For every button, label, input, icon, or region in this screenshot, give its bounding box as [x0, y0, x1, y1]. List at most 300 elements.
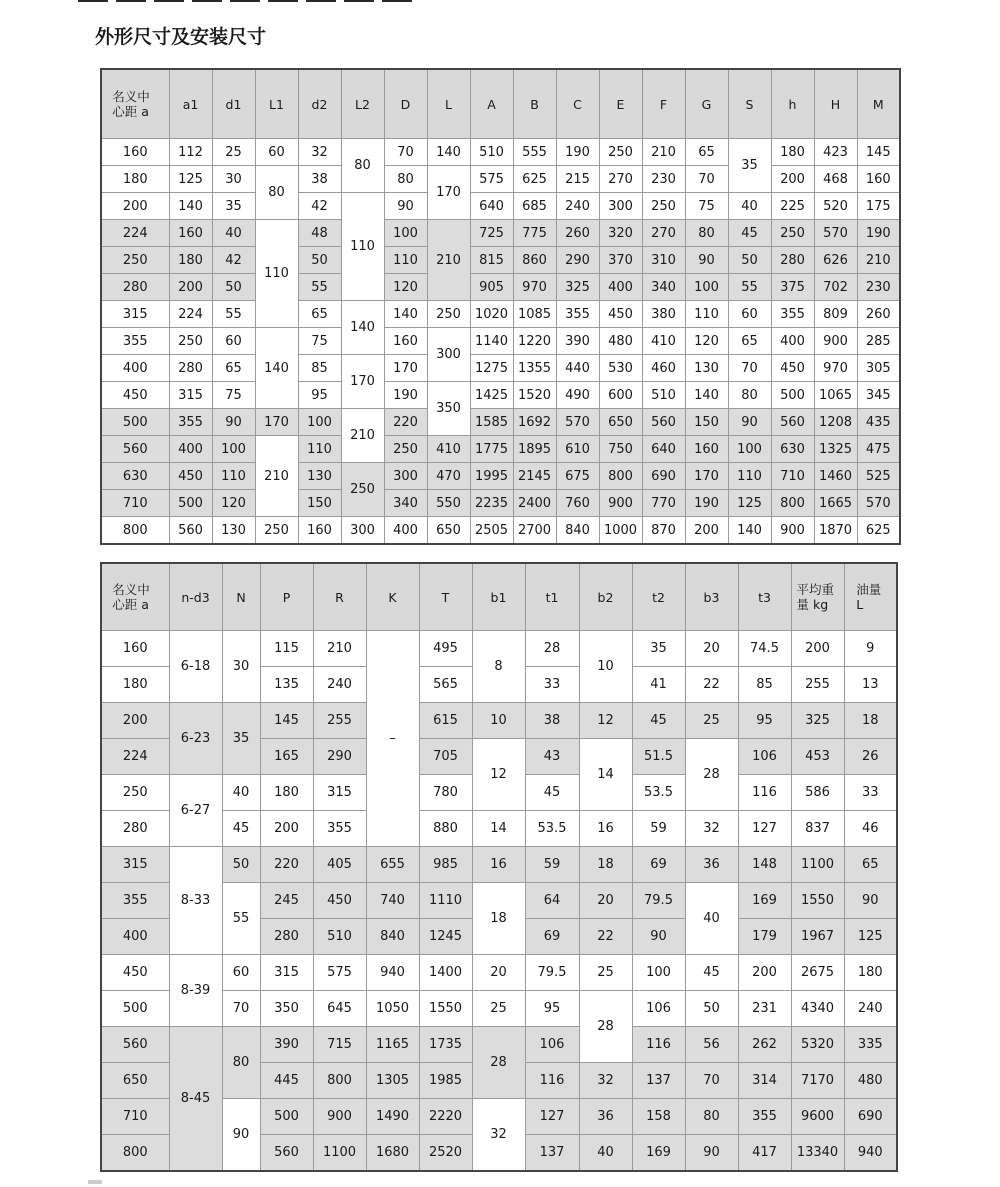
value-cell: 500: [771, 382, 814, 409]
value-cell: 79.5: [632, 883, 685, 919]
header-cell: L2: [341, 69, 384, 139]
value-cell: 75: [298, 328, 341, 355]
value-cell: 1995: [470, 463, 513, 490]
table-row: [101, 274, 900, 301]
value-cell: 6-18: [169, 631, 222, 703]
value-cell: 165: [260, 739, 313, 775]
value-cell: 28: [685, 739, 738, 811]
value-cell: 575: [313, 955, 366, 991]
value-cell: 685: [513, 193, 556, 220]
value-cell: 1460: [814, 463, 857, 490]
value-cell: 940: [366, 955, 419, 991]
header-cell: A: [470, 69, 513, 139]
value-cell: 1775: [470, 436, 513, 463]
value-cell: 137: [632, 1063, 685, 1099]
value-cell: 65: [844, 847, 897, 883]
value-cell: 550: [427, 490, 470, 517]
value-cell: 106: [525, 1027, 579, 1063]
value-cell: 50: [685, 991, 738, 1027]
value-cell: 140: [341, 301, 384, 355]
value-cell: 140: [384, 301, 427, 328]
value-cell: 725: [470, 220, 513, 247]
center-distance-cell: 500: [101, 409, 169, 436]
value-cell: 20: [472, 955, 525, 991]
value-cell: 210: [642, 139, 685, 166]
table-row: [101, 1027, 897, 1063]
value-cell: 45: [685, 955, 738, 991]
header-cell: b2: [579, 563, 632, 631]
value-cell: 525: [857, 463, 900, 490]
header-cell: b1: [472, 563, 525, 631]
value-cell: 90: [632, 919, 685, 955]
value-cell: 355: [738, 1099, 791, 1135]
value-cell: 36: [685, 847, 738, 883]
center-distance-cell: 630: [101, 463, 169, 490]
value-cell: 160: [857, 166, 900, 193]
header-cell: 名义中心距 a: [101, 563, 169, 631]
value-cell: 400: [384, 517, 427, 545]
value-cell: 435: [857, 409, 900, 436]
value-cell: 90: [222, 1099, 260, 1172]
value-cell: 215: [556, 166, 599, 193]
value-cell: 180: [844, 955, 897, 991]
value-cell: 450: [313, 883, 366, 919]
value-cell: 300: [427, 328, 470, 382]
value-cell: 85: [738, 667, 791, 703]
value-cell: 180: [771, 139, 814, 166]
value-cell: 905: [470, 274, 513, 301]
value-cell: 45: [632, 703, 685, 739]
value-cell: 250: [384, 436, 427, 463]
value-cell: 125: [728, 490, 771, 517]
value-cell: 130: [685, 355, 728, 382]
value-cell: 1140: [470, 328, 513, 355]
value-cell: 60: [212, 328, 255, 355]
value-cell: 575: [470, 166, 513, 193]
value-cell: 160: [685, 436, 728, 463]
value-cell: 1490: [366, 1099, 419, 1135]
table-row: [101, 490, 900, 517]
header-cell: H: [814, 69, 857, 139]
value-cell: 120: [685, 328, 728, 355]
value-cell: 70: [685, 166, 728, 193]
value-cell: 7170: [791, 1063, 844, 1099]
value-cell: 355: [556, 301, 599, 328]
table-row: [101, 355, 900, 382]
value-cell: 9600: [791, 1099, 844, 1135]
center-distance-cell: 280: [101, 274, 169, 301]
value-cell: 410: [642, 328, 685, 355]
value-cell: 400: [599, 274, 642, 301]
header-cell: 油量 L: [844, 563, 897, 631]
value-cell: 25: [579, 955, 632, 991]
value-cell: 33: [525, 667, 579, 703]
value-cell: 250: [341, 463, 384, 517]
value-cell: 240: [844, 991, 897, 1027]
value-cell: 900: [771, 517, 814, 545]
value-cell: 570: [857, 490, 900, 517]
value-cell: 940: [844, 1135, 897, 1172]
value-cell: 245: [260, 883, 313, 919]
value-cell: 13340: [791, 1135, 844, 1172]
value-cell: 130: [212, 517, 255, 545]
value-cell: 74.5: [738, 631, 791, 667]
value-cell: 1085: [513, 301, 556, 328]
value-cell: 715: [313, 1027, 366, 1063]
center-distance-cell: 224: [101, 739, 169, 775]
value-cell: 510: [470, 139, 513, 166]
table-row: [101, 703, 897, 739]
value-cell: 440: [556, 355, 599, 382]
value-cell: 586: [791, 775, 844, 811]
center-distance-cell: 710: [101, 490, 169, 517]
value-cell: 460: [642, 355, 685, 382]
value-cell: 9: [844, 631, 897, 667]
value-cell: 250: [169, 328, 212, 355]
value-cell: 270: [599, 166, 642, 193]
value-cell: 565: [419, 667, 472, 703]
value-cell: 280: [260, 919, 313, 955]
value-cell: 8-39: [169, 955, 222, 1027]
value-cell: 32: [685, 811, 738, 847]
value-cell: 280: [771, 247, 814, 274]
value-cell: 65: [728, 328, 771, 355]
center-distance-cell: 400: [101, 355, 169, 382]
value-cell: 55: [212, 301, 255, 328]
value-cell: 310: [642, 247, 685, 274]
value-cell: 110: [298, 436, 341, 463]
value-cell: 100: [728, 436, 771, 463]
value-cell: 1520: [513, 382, 556, 409]
value-cell: 1305: [366, 1063, 419, 1099]
value-cell: 705: [419, 739, 472, 775]
value-cell: 210: [427, 220, 470, 301]
value-cell: 65: [212, 355, 255, 382]
value-cell: 355: [313, 811, 366, 847]
header-cell: d1: [212, 69, 255, 139]
value-cell: 1985: [419, 1063, 472, 1099]
header-cell: D: [384, 69, 427, 139]
value-cell: 45: [525, 775, 579, 811]
value-cell: 36: [579, 1099, 632, 1135]
value-cell: 70: [728, 355, 771, 382]
value-cell: 135: [260, 667, 313, 703]
value-cell: 70: [222, 991, 260, 1027]
value-cell: 809: [814, 301, 857, 328]
value-cell: 75: [685, 193, 728, 220]
value-cell: 640: [642, 436, 685, 463]
value-cell: 112: [169, 139, 212, 166]
value-cell: 2700: [513, 517, 556, 545]
value-cell: 190: [556, 139, 599, 166]
value-cell: 230: [857, 274, 900, 301]
value-cell: 1870: [814, 517, 857, 545]
header-cell: K: [366, 563, 419, 631]
value-cell: 510: [642, 382, 685, 409]
value-cell: 220: [384, 409, 427, 436]
value-cell: 1100: [313, 1135, 366, 1172]
value-cell: 340: [384, 490, 427, 517]
value-cell: 170: [255, 409, 298, 436]
value-cell: 65: [298, 301, 341, 328]
value-cell: 200: [260, 811, 313, 847]
value-cell: 41: [632, 667, 685, 703]
value-cell: 110: [728, 463, 771, 490]
value-cell: 240: [313, 667, 366, 703]
value-cell: 95: [738, 703, 791, 739]
header-cell: n-d3: [169, 563, 222, 631]
value-cell: 46: [844, 811, 897, 847]
center-distance-cell: 160: [101, 139, 169, 166]
value-cell: 14: [579, 739, 632, 811]
value-cell: 380: [642, 301, 685, 328]
header-cell: S: [728, 69, 771, 139]
value-cell: 170: [685, 463, 728, 490]
value-cell: 179: [738, 919, 791, 955]
center-distance-cell: 160: [101, 631, 169, 667]
value-cell: 45: [222, 811, 260, 847]
header-cell: G: [685, 69, 728, 139]
value-cell: 320: [599, 220, 642, 247]
value-cell: 626: [814, 247, 857, 274]
value-cell: 35: [728, 139, 771, 193]
value-cell: 190: [685, 490, 728, 517]
value-cell: 255: [313, 703, 366, 739]
header-cell: 平均重量 kg: [791, 563, 844, 631]
table-row: [101, 463, 900, 490]
value-cell: 90: [685, 247, 728, 274]
value-cell: 645: [313, 991, 366, 1027]
value-cell: 840: [366, 919, 419, 955]
value-cell: 1325: [814, 436, 857, 463]
table-row: [101, 517, 900, 545]
value-cell: 314: [738, 1063, 791, 1099]
value-cell: 1100: [791, 847, 844, 883]
value-cell: 20: [579, 883, 632, 919]
header-cell: E: [599, 69, 642, 139]
header-cell: t3: [738, 563, 791, 631]
value-cell: 468: [814, 166, 857, 193]
value-cell: 837: [791, 811, 844, 847]
value-cell: 32: [298, 139, 341, 166]
value-cell: 690: [642, 463, 685, 490]
value-cell: 1550: [791, 883, 844, 919]
dimensions-table: [100, 68, 901, 545]
value-cell: 10: [579, 631, 632, 703]
value-cell: 50: [222, 847, 260, 883]
value-cell: 470: [427, 463, 470, 490]
value-cell: 20: [685, 631, 738, 667]
value-cell: 120: [212, 490, 255, 517]
value-cell: 40: [579, 1135, 632, 1172]
table-row: [101, 955, 897, 991]
center-distance-cell: 355: [101, 328, 169, 355]
value-cell: 170: [427, 166, 470, 220]
value-cell: 305: [857, 355, 900, 382]
value-cell: 80: [685, 220, 728, 247]
value-cell: 350: [260, 991, 313, 1027]
value-cell: 800: [599, 463, 642, 490]
value-cell: 50: [728, 247, 771, 274]
center-distance-cell: 800: [101, 1135, 169, 1172]
value-cell: 65: [685, 139, 728, 166]
value-cell: 340: [642, 274, 685, 301]
value-cell: 160: [298, 517, 341, 545]
value-cell: 120: [384, 274, 427, 301]
value-cell: 80: [728, 382, 771, 409]
value-cell: 50: [298, 247, 341, 274]
value-cell: 570: [556, 409, 599, 436]
center-distance-cell: 224: [101, 220, 169, 247]
value-cell: 1000: [599, 517, 642, 545]
header-cell: h: [771, 69, 814, 139]
value-cell: 40: [222, 775, 260, 811]
value-cell: 200: [169, 274, 212, 301]
value-cell: 145: [260, 703, 313, 739]
value-cell: 560: [771, 409, 814, 436]
center-distance-cell: 355: [101, 883, 169, 919]
value-cell: 750: [599, 436, 642, 463]
center-distance-cell: 315: [101, 301, 169, 328]
header-cell: d2: [298, 69, 341, 139]
value-cell: 410: [427, 436, 470, 463]
value-cell: 495: [419, 631, 472, 667]
center-distance-cell: 250: [101, 247, 169, 274]
value-cell: 79.5: [525, 955, 579, 991]
value-cell: 55: [728, 274, 771, 301]
value-cell: 375: [771, 274, 814, 301]
value-cell: 262: [738, 1027, 791, 1063]
value-cell: 158: [632, 1099, 685, 1135]
value-cell: 110: [255, 220, 298, 328]
value-cell: 560: [642, 409, 685, 436]
value-cell: 180: [169, 247, 212, 274]
value-cell: 1050: [366, 991, 419, 1027]
value-cell: 56: [685, 1027, 738, 1063]
value-cell: 125: [169, 166, 212, 193]
value-cell: 1020: [470, 301, 513, 328]
value-cell: 1110: [419, 883, 472, 919]
value-cell: 110: [384, 247, 427, 274]
header-cell: 名义中心距 a: [101, 69, 169, 139]
table-row: [101, 328, 900, 355]
value-cell: 1245: [419, 919, 472, 955]
center-distance-cell: 200: [101, 703, 169, 739]
value-cell: 230: [642, 166, 685, 193]
value-cell: 300: [341, 517, 384, 545]
value-cell: 710: [771, 463, 814, 490]
value-cell: 70: [384, 139, 427, 166]
value-cell: 800: [771, 490, 814, 517]
value-cell: 22: [685, 667, 738, 703]
value-cell: 100: [632, 955, 685, 991]
value-cell: 100: [685, 274, 728, 301]
value-cell: 250: [771, 220, 814, 247]
header-cell: L1: [255, 69, 298, 139]
table-row: [101, 139, 900, 166]
value-cell: 560: [169, 517, 212, 545]
value-cell: 137: [525, 1135, 579, 1172]
value-cell: 675: [556, 463, 599, 490]
value-cell: 60: [255, 139, 298, 166]
center-distance-cell: 500: [101, 991, 169, 1027]
value-cell: 8: [472, 631, 525, 703]
value-cell: 25: [685, 703, 738, 739]
value-cell: 69: [525, 919, 579, 955]
value-cell: 870: [642, 517, 685, 545]
value-cell: 1680: [366, 1135, 419, 1172]
value-cell: 290: [556, 247, 599, 274]
value-cell: 169: [738, 883, 791, 919]
value-cell: 815: [470, 247, 513, 274]
center-distance-cell: 200: [101, 193, 169, 220]
value-cell: 225: [771, 193, 814, 220]
header-cell: L: [427, 69, 470, 139]
value-cell: 6-23: [169, 703, 222, 775]
header-cell: b3: [685, 563, 738, 631]
value-cell: 210: [255, 436, 298, 517]
value-cell: 25: [212, 139, 255, 166]
value-cell: 170: [341, 355, 384, 409]
value-cell: 13: [844, 667, 897, 703]
header-cell: C: [556, 69, 599, 139]
center-distance-cell: 180: [101, 667, 169, 703]
value-cell: 100: [212, 436, 255, 463]
value-cell: 130: [298, 463, 341, 490]
value-cell: 285: [857, 328, 900, 355]
value-cell: 110: [341, 193, 384, 301]
value-cell: 970: [513, 274, 556, 301]
header-cell: F: [642, 69, 685, 139]
value-cell: 1355: [513, 355, 556, 382]
value-cell: 14: [472, 811, 525, 847]
value-cell: 450: [599, 301, 642, 328]
value-cell: 4340: [791, 991, 844, 1027]
value-cell: 116: [632, 1027, 685, 1063]
value-cell: 500: [260, 1099, 313, 1135]
value-cell: 880: [419, 811, 472, 847]
value-cell: 32: [579, 1063, 632, 1099]
value-cell: 270: [642, 220, 685, 247]
value-cell: 520: [814, 193, 857, 220]
value-cell: 423: [814, 139, 857, 166]
value-cell: 30: [222, 631, 260, 703]
value-cell: 2520: [419, 1135, 472, 1172]
value-cell: 18: [579, 847, 632, 883]
value-cell: 80: [384, 166, 427, 193]
center-distance-cell: 560: [101, 1027, 169, 1063]
value-cell: 250: [427, 301, 470, 328]
value-cell: 150: [685, 409, 728, 436]
value-cell: 60: [222, 955, 260, 991]
value-cell: 1220: [513, 328, 556, 355]
value-cell: 453: [791, 739, 844, 775]
table-row: [101, 409, 900, 436]
value-cell: 28: [525, 631, 579, 667]
value-cell: 300: [384, 463, 427, 490]
table-row: [101, 220, 900, 247]
value-cell: 115: [260, 631, 313, 667]
value-cell: 650: [427, 517, 470, 545]
value-cell: 28: [579, 991, 632, 1063]
value-cell: 38: [525, 703, 579, 739]
value-cell: 190: [857, 220, 900, 247]
value-cell: 53.5: [525, 811, 579, 847]
value-cell: 150: [298, 490, 341, 517]
header-cell: a1: [169, 69, 212, 139]
center-distance-cell: 800: [101, 517, 169, 545]
value-cell: 325: [556, 274, 599, 301]
